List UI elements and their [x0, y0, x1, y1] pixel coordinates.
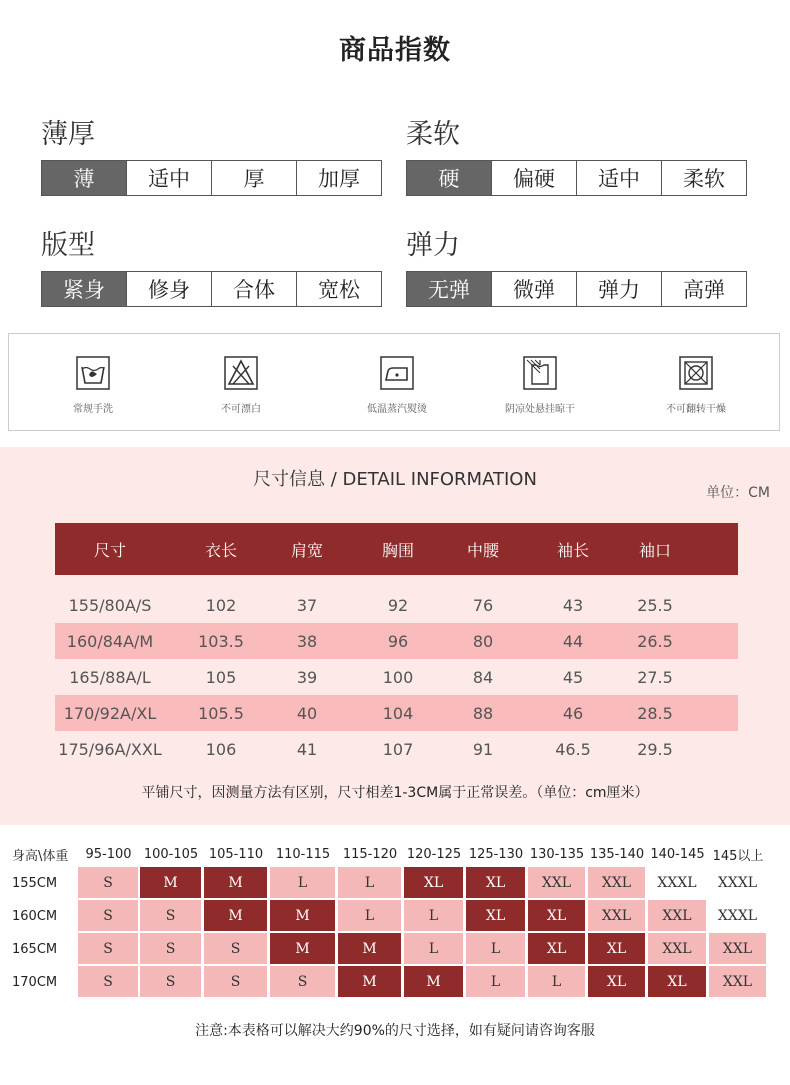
size-recommend-cell: XXL — [709, 966, 766, 997]
size-recommend-cell: L — [404, 933, 463, 964]
size-header-cell: 肩宽 — [290, 540, 323, 560]
attribute-option: 无弹 — [407, 272, 491, 306]
size-recommend-cell: S — [78, 900, 138, 931]
size-recommend-cell: L — [404, 900, 463, 931]
size-table-cell: 80 — [472, 631, 494, 651]
attribute-label: 版型 — [41, 230, 95, 261]
attribute-option: 宽松 — [296, 272, 381, 306]
size-table-cell: 76 — [472, 595, 494, 615]
size-table-row — [55, 623, 738, 659]
attribute-scale — [406, 160, 747, 196]
size-recommend-cell: S — [78, 966, 138, 997]
size-recommend-cell: XXL — [709, 933, 766, 964]
care-item — [626, 334, 766, 415]
height-row — [12, 900, 780, 933]
attribute-option: 合体 — [211, 272, 296, 306]
care-label: 不可翻转干燥 — [666, 404, 726, 415]
size-table-cell: 103.5 — [198, 631, 244, 651]
height-row — [12, 867, 780, 900]
attribute-option: 加厚 — [296, 161, 381, 195]
attribute-label: 柔软 — [406, 119, 460, 150]
size-table-cell: 40 — [296, 703, 318, 723]
size-recommend-cell: M — [270, 900, 335, 931]
size-recommend-cell: XL — [588, 966, 645, 997]
hand-wash-icon — [76, 356, 110, 390]
care-label: 低温蒸汽熨烫 — [367, 404, 427, 415]
size-recommend-cell: M — [204, 867, 267, 898]
size-recommend-cell: S — [140, 966, 201, 997]
size-recommend-cell: M — [204, 900, 267, 931]
size-recommend-cell: XL — [528, 933, 585, 964]
attribute-fit — [41, 227, 382, 307]
size-recommend-cell: XL — [528, 900, 585, 931]
weight-range-label: 125-130 — [468, 847, 524, 862]
size-recommend-cell: XXL — [528, 867, 585, 898]
care-item — [171, 334, 311, 415]
weight-range-label: 130-135 — [529, 847, 585, 862]
height-label: 160CM — [12, 909, 58, 924]
weight-range-label: 95-100 — [85, 847, 132, 862]
size-recommend-cell: XL — [648, 966, 706, 997]
size-recommend-cell: XXL — [648, 933, 706, 964]
size-recommend-cell: M — [338, 933, 401, 964]
size-recommend-cell: XXL — [648, 900, 706, 931]
size-header-cell: 中腰 — [466, 540, 499, 560]
size-recommend-cell: XXL — [588, 900, 645, 931]
size-table-cell: 105 — [205, 667, 237, 687]
size-table-row — [55, 695, 738, 731]
size-recommend-cell: S — [204, 966, 267, 997]
size-table-cell: 28.5 — [637, 703, 673, 723]
size-table-cell: 175/96A/XXL — [58, 739, 162, 759]
size-recommend-cell: XXXL — [709, 900, 766, 931]
size-recommend-cell: M — [404, 966, 463, 997]
corner-label: 身高\体重 — [12, 849, 69, 864]
size-table-cell: 106 — [205, 739, 237, 759]
attribute-option: 偏硬 — [491, 161, 576, 195]
low-temp-iron-icon — [380, 356, 414, 390]
size-recommendation-chart — [12, 842, 780, 999]
attribute-softness — [406, 116, 747, 196]
size-table-cell: 88 — [472, 703, 494, 723]
size-recommend-cell: S — [78, 867, 138, 898]
attribute-option: 硬 — [407, 161, 491, 195]
care-item — [23, 334, 163, 415]
size-table-cell: 43 — [562, 595, 584, 615]
size-table-cell: 27.5 — [637, 667, 673, 687]
size-table-cell: 38 — [296, 631, 318, 651]
attribute-option: 柔软 — [661, 161, 746, 195]
attribute-label: 弹力 — [406, 230, 460, 261]
size-header-cell: 胸围 — [381, 540, 414, 560]
size-recommend-cell: L — [528, 966, 585, 997]
size-table-header — [55, 523, 738, 575]
weight-range-label: 135-140 — [589, 847, 645, 862]
weight-range-label: 140-145 — [650, 847, 705, 862]
height-label: 170CM — [12, 975, 58, 990]
footer-note: 注意:本表格可以解决大约90%的尺寸选择，如有疑问请咨询客服 — [195, 1023, 595, 1039]
size-recommend-cell: XXL — [588, 867, 645, 898]
size-table-cell: 155/80A/S — [68, 595, 152, 615]
size-header-cell: 袖口 — [638, 540, 671, 560]
care-item — [470, 334, 610, 415]
size-table-cell: 92 — [387, 595, 409, 615]
size-table-cell: 91 — [472, 739, 494, 759]
size-recommend-cell: L — [466, 933, 525, 964]
size-header-cell: 衣长 — [204, 540, 237, 560]
size-header-cell: 尺寸 — [93, 540, 126, 560]
size-table-cell: 102 — [205, 595, 237, 615]
attribute-thickness — [41, 116, 382, 196]
shade-hang-dry-icon — [523, 356, 557, 390]
size-detail-section — [0, 447, 790, 825]
weight-range-label: 115-120 — [342, 847, 398, 862]
care-label: 阴凉处悬挂晾干 — [505, 404, 575, 415]
no-tumble-dry-icon — [679, 356, 713, 390]
attribute-scale — [41, 160, 382, 196]
attribute-option: 适中 — [126, 161, 211, 195]
attribute-option: 适中 — [576, 161, 661, 195]
size-note: 平铺尺寸，因测量方法有区别，尺寸相差1-3CM属于正常误差。（单位：cm厘米） — [141, 785, 649, 801]
attribute-elasticity — [406, 227, 747, 307]
weight-range-label: 120-125 — [406, 847, 462, 862]
size-table-cell: 37 — [296, 595, 318, 615]
size-table-cell: 104 — [382, 703, 414, 723]
size-recommend-cell: M — [270, 933, 335, 964]
size-recommend-cell: M — [338, 966, 401, 997]
size-table-cell: 29.5 — [637, 739, 673, 759]
size-table-cell: 84 — [472, 667, 494, 687]
size-header-cell: 袖长 — [556, 540, 589, 560]
size-table-cell: 105.5 — [198, 703, 244, 723]
size-detail-title: 尺寸信息 / DETAIL INFORMATION — [253, 469, 537, 490]
size-table-cell: 46.5 — [555, 739, 591, 759]
size-table-cell: 107 — [382, 739, 414, 759]
attribute-scale — [406, 271, 747, 307]
size-table-row — [55, 587, 738, 623]
size-recommend-cell: XL — [466, 867, 525, 898]
size-unit: 单位：CM — [706, 485, 770, 501]
size-table-cell: 46 — [562, 703, 584, 723]
size-recommend-cell: S — [140, 933, 201, 964]
size-table-cell: 96 — [387, 631, 409, 651]
attribute-label: 薄厚 — [41, 119, 95, 150]
care-item — [327, 334, 467, 415]
height-row — [12, 966, 780, 999]
care-label: 不可漂白 — [221, 404, 261, 415]
attribute-option: 厚 — [211, 161, 296, 195]
size-recommend-cell: XL — [588, 933, 645, 964]
size-recommend-cell: M — [140, 867, 201, 898]
size-recommend-cell: XXXL — [648, 867, 706, 898]
size-table-cell: 26.5 — [637, 631, 673, 651]
height-label: 155CM — [12, 876, 58, 891]
no-bleach-icon — [224, 356, 258, 390]
attribute-option: 微弹 — [491, 272, 576, 306]
size-table-row — [55, 659, 738, 695]
weight-range-label: 145以上 — [712, 849, 764, 864]
size-table-cell: 41 — [296, 739, 318, 759]
attribute-option: 高弹 — [661, 272, 746, 306]
size-recommend-cell: L — [270, 867, 335, 898]
size-table-cell: 44 — [562, 631, 584, 651]
size-table-cell: 165/88A/L — [69, 667, 151, 687]
size-table-cell: 160/84A/M — [66, 631, 154, 651]
weight-range-label: 105-110 — [208, 847, 264, 862]
size-table-row — [55, 731, 738, 767]
size-table-cell: 25.5 — [637, 595, 673, 615]
size-table — [55, 523, 738, 767]
care-instructions — [8, 333, 780, 431]
height-label: 165CM — [12, 942, 58, 957]
attribute-option: 薄 — [42, 161, 126, 195]
size-table-cell: 45 — [562, 667, 584, 687]
attribute-scale — [41, 271, 382, 307]
size-recommend-cell: L — [466, 966, 525, 997]
size-recommend-cell: XXXL — [709, 867, 766, 898]
attribute-option: 紧身 — [42, 272, 126, 306]
attribute-option: 弹力 — [576, 272, 661, 306]
size-table-cell: 39 — [296, 667, 318, 687]
size-recommend-cell: L — [338, 867, 401, 898]
size-recommend-cell: S — [78, 933, 138, 964]
page-title: 商品指数 — [339, 35, 451, 66]
size-recommend-cell: XL — [404, 867, 463, 898]
weight-range-label: 100-105 — [143, 847, 199, 862]
size-recommend-cell: S — [270, 966, 335, 997]
attribute-option: 修身 — [126, 272, 211, 306]
care-label: 常规手洗 — [73, 404, 113, 415]
weight-header-row — [12, 842, 780, 867]
weight-range-label: 110-115 — [275, 847, 331, 862]
size-table-cell: 170/92A/XL — [63, 703, 157, 723]
size-table-cell: 100 — [382, 667, 414, 687]
height-row — [12, 933, 780, 966]
size-recommend-cell: S — [204, 933, 267, 964]
size-recommend-cell: S — [140, 900, 201, 931]
size-recommend-cell: L — [338, 900, 401, 931]
size-recommend-cell: XL — [466, 900, 525, 931]
